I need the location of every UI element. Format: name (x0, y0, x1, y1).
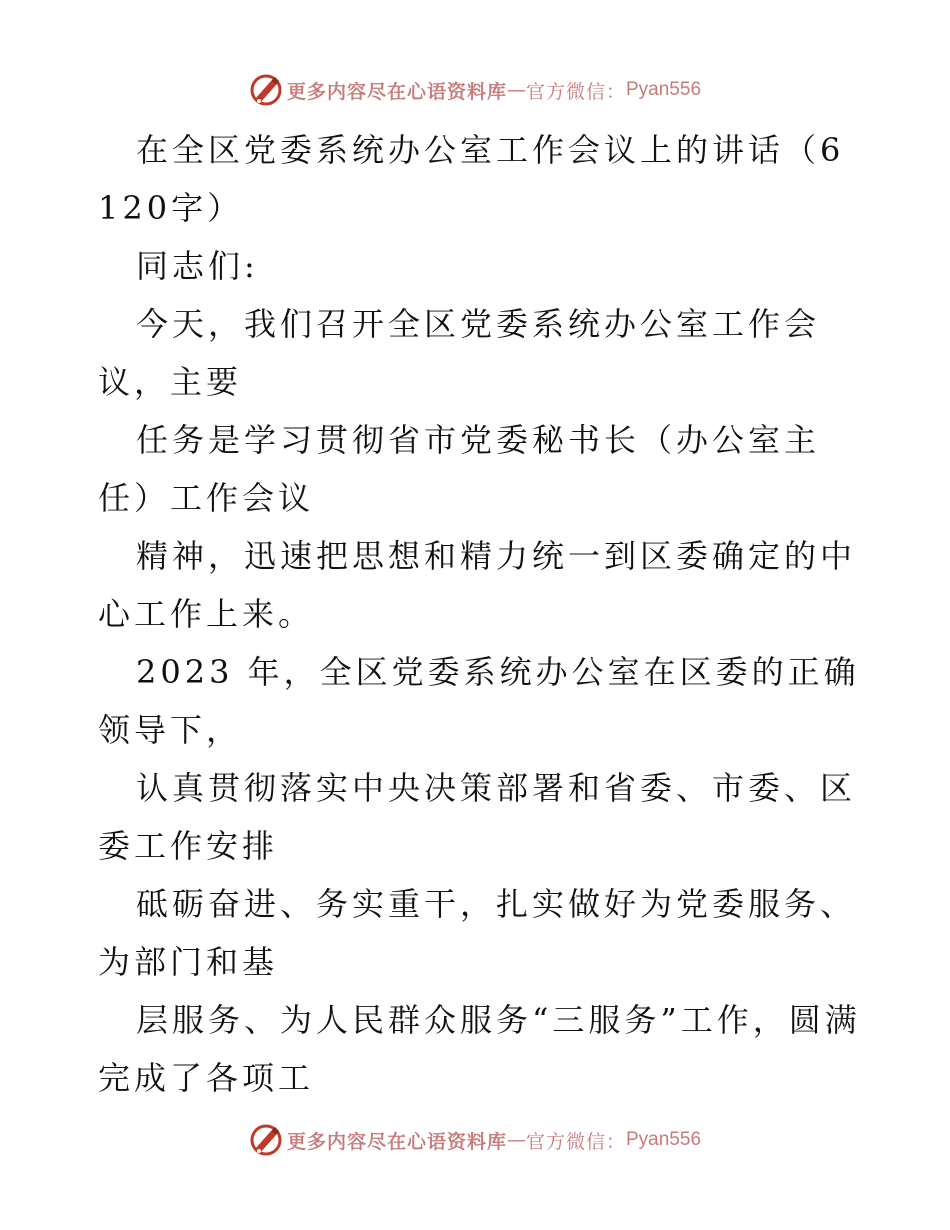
document-title: 在全区党委系统办公室工作会议上的讲话（6120字） (98, 131, 845, 227)
document-body (98, 121, 868, 1107)
paragraph: 砥砺奋进、务实重干，扎实做好为党委服务、为部门和基 (98, 885, 857, 981)
banner-wechat-label: 官方微信： (525, 80, 626, 103)
banner-separator: — (506, 1129, 526, 1151)
banner-wechat-id: Pyan556 (626, 79, 702, 100)
banner-separator: — (506, 79, 526, 101)
banner-title: 更多内容尽在心语资料库 (286, 1130, 507, 1153)
paragraph: 任务是学习贯彻省市党委秘书长（办公室主任）工作会议 (98, 421, 821, 517)
header-banner (0, 70, 950, 110)
banner-title: 更多内容尽在心语资料库 (286, 80, 507, 103)
paragraph: 精神，迅速把思想和精力统一到区委确定的中心工作上来。 (98, 537, 857, 633)
paragraph: 今天，我们召开全区党委系统办公室工作会议，主要 (98, 305, 821, 401)
pen-logo-icon (249, 1123, 283, 1157)
footer-banner (0, 1120, 950, 1160)
pen-logo-icon (249, 73, 283, 107)
paragraph: 认真贯彻落实中央决策部署和省委、市委、区委工作安排 (98, 769, 857, 865)
banner-wechat-id: Pyan556 (626, 1129, 702, 1150)
salutation: 同志们: (136, 247, 259, 285)
paragraph: 2023 年，全区党委系统办公室在区委的正确领导下， (98, 653, 860, 749)
paragraph: 层服务、为人民群众服务“三服务”工作，圆满完成了各项工 (98, 1001, 861, 1097)
banner-wechat-label: 官方微信： (525, 1130, 626, 1153)
